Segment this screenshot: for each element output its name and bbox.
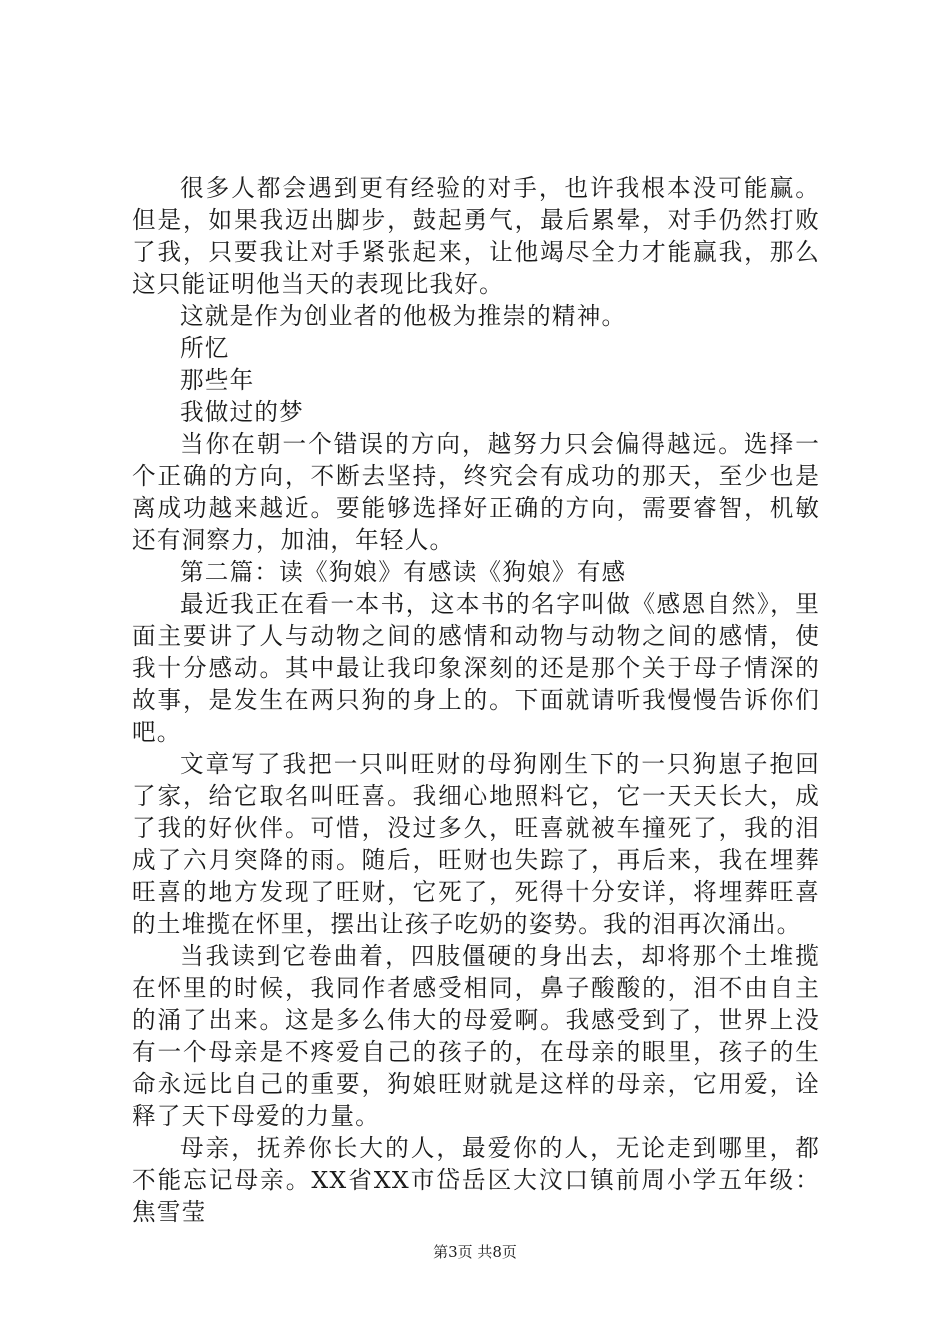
- page-number-footer: 第3页 共8页: [433, 1243, 517, 1261]
- paragraph-6: 当你在朝一个错误的方向，越努力只会偏得越远。选择一个正确的方向，不断去坚持，终究会有成功的那天，至少也是离成功越来越近。要能够选择好正确的方向，需要睿智，机敏还有洞察力，加油，年轻人。: [132, 430, 820, 554]
- paragraph-2: 这就是作为创业者的他极为推崇的精神。: [180, 302, 627, 330]
- paragraph-5: 我做过的梦: [180, 398, 304, 426]
- paragraph-1: 很多人都会遇到更有经验的对手，也许我根本没可能赢。但是，如果我迈出脚步，鼓起勇气，最后累晕，对手仍然打败了我，只要我让对手紧张起来，让他竭尽全力才能赢我，那么这只能证明他当天的表现比我好。: [132, 174, 820, 298]
- paragraph-8: 最近我正在看一本书，这本书的名字叫做《感恩自然》，里面主要讲了人与动物之间的感情和动物与动物之间的感情，使我十分感动。其中最让我印象深刻的还是那个关于母子情深的故事，是发生在两只狗的身上的。下面就请听我慢慢告诉你们吧。: [132, 590, 820, 746]
- document-body: [132, 172, 820, 1228]
- paragraph-3: 所忆: [180, 334, 230, 362]
- paragraph-10: 当我读到它卷曲着，四肢僵硬的身出去，却将那个土堆揽在怀里的时候，我同作者感受相同，鼻子酸酸的，泪不由自主的涌了出来。这是多么伟大的母爱啊。我感受到了，世界上没有一个母亲是不疼爱自己的孩子的，在母亲的眼里，孩子的生命永远比自己的重要，狗娘旺财就是这样的母亲，它用爱，诠释了天下母爱的力量。: [132, 942, 820, 1130]
- paragraph-9: 文章写了我把一只叫旺财的母狗刚生下的一只狗崽子抱回了家，给它取名叫旺喜。我细心地照料它，它一天天长大，成了我的好伙伴。可惜，没过多久，旺喜就被车撞死了，我的泪成了六月突降的雨。随后，旺财也失踪了，再后来，我在埋葬旺喜的地方发现了旺财，它死了，死得十分安详，将埋葬旺喜的土堆揽在怀里，摆出让孩子吃奶的姿势。我的泪再次涌出。: [132, 750, 820, 938]
- paragraph-4: 那些年: [180, 366, 255, 394]
- paragraph-11: 母亲，抚养你长大的人，最爱你的人，无论走到哪里，都不能忘记母亲。XX省XX市岱岳区大汶口镇前周小学五年级：焦雪莹: [132, 1134, 820, 1226]
- section-heading: 第二篇：读《狗娘》有感读《狗娘》有感: [180, 558, 627, 586]
